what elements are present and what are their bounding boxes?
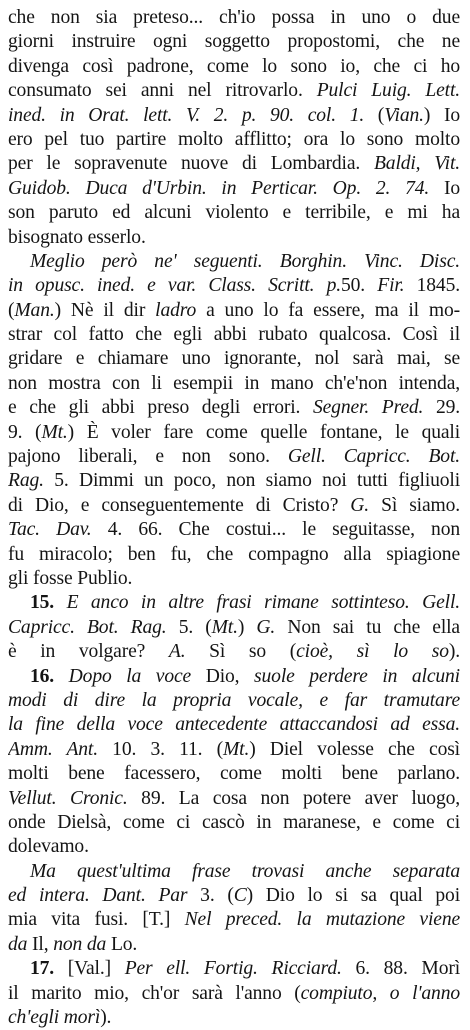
text-segment: la fine della voce antecedente attaccandosi ad essa. <box>8 714 460 736</box>
text-line <box>8 860 460 884</box>
text-segment: ined. in Orat. lett. V. 2. p. 90. col. 1. <box>8 104 365 126</box>
text-segment: Guidob. Duca d'Urbin. in Perticar. Op. 2. 74. <box>8 177 430 199</box>
text-segment: cioè, sì lo so <box>296 641 449 663</box>
text-segment: di Dio, e conseguentemente di Cristo? <box>8 494 351 516</box>
text-line <box>8 494 460 518</box>
text-segment: 89. La cosa non potere aver luogo, <box>127 787 460 809</box>
text-line <box>8 835 460 859</box>
text-segment: E anco in altre frasi rimane sottinteso. Gell. <box>66 592 460 614</box>
text-segment: divenga così padrone, come lo sono io, che ci ho <box>8 55 460 77</box>
text-line <box>8 591 460 615</box>
text-line <box>8 30 460 54</box>
text-segment: suole perdere in alcuni <box>239 665 460 687</box>
text-line <box>8 1006 460 1030</box>
text-segment: 15. <box>30 592 67 614</box>
text-segment: ). <box>448 641 460 663</box>
text-segment: 3. ( <box>187 885 234 907</box>
text-segment: pajono liberali, e non sono. <box>8 446 288 468</box>
text-segment: Mt. <box>41 421 68 443</box>
text-segment: Sì so ( <box>185 641 297 663</box>
text-segment: 6. 88. Morì <box>341 958 460 980</box>
text-segment: gridare e chiamare uno ignorante, nol sarà mai, se <box>8 348 460 370</box>
text-line <box>8 128 460 152</box>
text-segment: [Val.] <box>67 958 125 980</box>
text-segment: gli fosse Publio. <box>8 567 133 589</box>
text-segment: Rag. <box>8 470 44 492</box>
text-segment: Meglio però ne' seguenti. Borghin. Vinc. Disc. <box>30 250 460 272</box>
text-segment: Gell. Capricc. Bot. <box>287 446 460 468</box>
text-segment: ) <box>237 616 257 638</box>
text-segment: in opusc. ined. e var. Class. Scritt. p. <box>8 275 342 297</box>
text-segment: Fir. <box>377 275 405 297</box>
text-line <box>8 762 460 786</box>
text-line <box>8 6 460 30</box>
text-line <box>8 665 460 689</box>
text-segment: 29. <box>423 397 460 419</box>
text-segment: onde Dielsà, come ci cascò in maranese, e come ci <box>8 811 460 833</box>
text-segment: Amm. Ant. <box>8 738 98 760</box>
text-line <box>8 421 460 445</box>
text-segment: 1845. <box>404 275 460 297</box>
text-segment: 16. <box>30 665 69 687</box>
text-segment: Vian. <box>384 104 424 126</box>
text-segment: consumato sei anni nel ritrovarlo. <box>8 80 317 102</box>
text-line <box>8 250 460 274</box>
text-segment: 5. Dimmi un poco, non siamo noi tutti figliuoli <box>43 470 460 492</box>
text-segment: ero pel tuo partire molto afflitto; ora lo sono molto <box>8 128 460 150</box>
text-line <box>8 226 460 250</box>
text-line <box>8 79 460 103</box>
text-line <box>8 323 460 347</box>
text-line <box>8 543 460 567</box>
text-segment: dolevamo. <box>8 836 89 858</box>
text-line <box>8 640 460 664</box>
text-segment: 50. <box>341 275 378 297</box>
text-segment: ladro <box>155 299 197 321</box>
text-segment: non mostra con li esempii in mano ch'e'non intenda, <box>8 372 460 394</box>
text-segment: ed intera. Dant. Par <box>8 885 188 907</box>
text-line <box>8 738 460 762</box>
text-segment: Io <box>429 177 460 199</box>
text-line <box>8 201 460 225</box>
text-segment: 10. 3. 11. ( <box>97 738 223 760</box>
text-line <box>8 445 460 469</box>
text-segment: ) Dio lo si sa qual poi <box>246 885 460 907</box>
text-line <box>8 787 460 811</box>
text-line <box>8 299 460 323</box>
text-segment: modi di dire la propria vocale, e far tramutare <box>8 689 460 711</box>
text-segment: ) Nè il dir <box>54 299 156 321</box>
text-line <box>8 347 460 371</box>
text-line <box>8 811 460 835</box>
text-segment: Baldi, Vit. <box>373 153 460 175</box>
text-segment: fu miracolo; ben fu, che compagno alla spiagione <box>8 543 460 565</box>
text-segment: è in volgare? <box>8 641 169 663</box>
text-segment: ( <box>364 104 385 126</box>
text-segment: strar col fatto che egli abbi rubato qualcosa. Così il <box>8 324 460 346</box>
text-segment: G. <box>350 494 370 516</box>
text-line <box>8 908 460 932</box>
text-segment: Nel preced. la mutazione viene <box>184 909 460 931</box>
text-line <box>8 689 460 713</box>
text-segment: Dio, <box>205 665 240 687</box>
text-segment: Sì siamo. <box>369 494 460 516</box>
text-line <box>8 152 460 176</box>
text-segment: ] <box>163 909 185 931</box>
text-line <box>8 396 460 420</box>
text-line <box>8 713 460 737</box>
text-segment: Mt. <box>223 738 250 760</box>
text-segment: e che gli abbi preso degli errori. <box>8 397 313 419</box>
text-segment: che non sia preteso... ch'io possa in uno o due <box>8 7 460 28</box>
text-segment: T. <box>148 909 164 931</box>
text-line <box>8 567 460 591</box>
text-segment: Dopo la voce <box>68 665 206 687</box>
text-segment: Il, <box>32 933 49 955</box>
text-line <box>8 177 460 201</box>
text-line <box>8 957 460 981</box>
text-segment: Capricc. Bot. Rag. <box>8 616 167 638</box>
text-segment: ) È voler fare come quelle fontane, le quali <box>67 421 460 443</box>
text-line <box>8 933 460 957</box>
text-segment: ) Io <box>423 104 460 126</box>
text-segment: 5. ( <box>166 616 212 638</box>
text-segment: A. <box>168 641 186 663</box>
text-segment: C <box>233 885 247 907</box>
text-segment: Lo. <box>110 933 138 955</box>
text-segment: Mt. <box>211 616 238 638</box>
text-segment: molti bene facessero, come molti bene parlano. <box>8 763 460 785</box>
text-segment: Segner. Pred. <box>312 397 424 419</box>
text-segment: Man. <box>14 299 55 321</box>
text-line <box>8 55 460 79</box>
text-segment: mia vita fusi. [ <box>8 909 149 931</box>
text-line <box>8 982 460 1006</box>
text-line <box>8 372 460 396</box>
text-line <box>8 616 460 640</box>
text-line <box>8 884 460 908</box>
text-segment: Per ell. Fortig. Ricciard. <box>124 958 342 980</box>
text-segment: Non sai tu che ella <box>275 616 460 638</box>
text-segment: Pulci Luig. Lett. <box>316 80 460 102</box>
text-segment: ( <box>8 299 15 321</box>
text-segment: ch'egli morì <box>8 1007 101 1029</box>
text-segment: bisognato esserlo. <box>8 226 146 248</box>
text-line <box>8 469 460 493</box>
text-segment: il marito mio, ch'or sarà l'anno ( <box>8 982 301 1004</box>
text-segment: 9. ( <box>8 421 42 443</box>
text-segment: G. <box>256 616 276 638</box>
text-segment: da <box>8 933 33 955</box>
text-segment: Vellut. Cronic. <box>8 787 128 809</box>
text-line <box>8 274 460 298</box>
text-segment: 17. <box>30 958 68 980</box>
text-segment: ). <box>100 1007 112 1029</box>
text-segment: non da <box>48 933 111 955</box>
text-line <box>8 104 460 128</box>
text-segment: a uno lo fa essere, ma il mo- <box>196 299 460 321</box>
text-segment: compiuto, o l'anno <box>300 982 460 1004</box>
text-segment: giorni instruire ogni soggetto propostomi, che ne <box>8 31 460 53</box>
text-segment: 4. 66. Che costui... le seguitasse, non <box>91 519 460 541</box>
text-segment: per le sopravenute nuove di Lombardia. <box>8 153 374 175</box>
text-segment: Ma quest'ultima frase trovasi anche separata <box>30 860 460 882</box>
text-segment: Tac. Dav. <box>8 519 92 541</box>
text-line <box>8 518 460 542</box>
text-segment: ) Diel volesse che così <box>249 738 460 760</box>
text-segment: son paruto ed alcuni violento e terribile, e mi ha <box>8 202 460 224</box>
